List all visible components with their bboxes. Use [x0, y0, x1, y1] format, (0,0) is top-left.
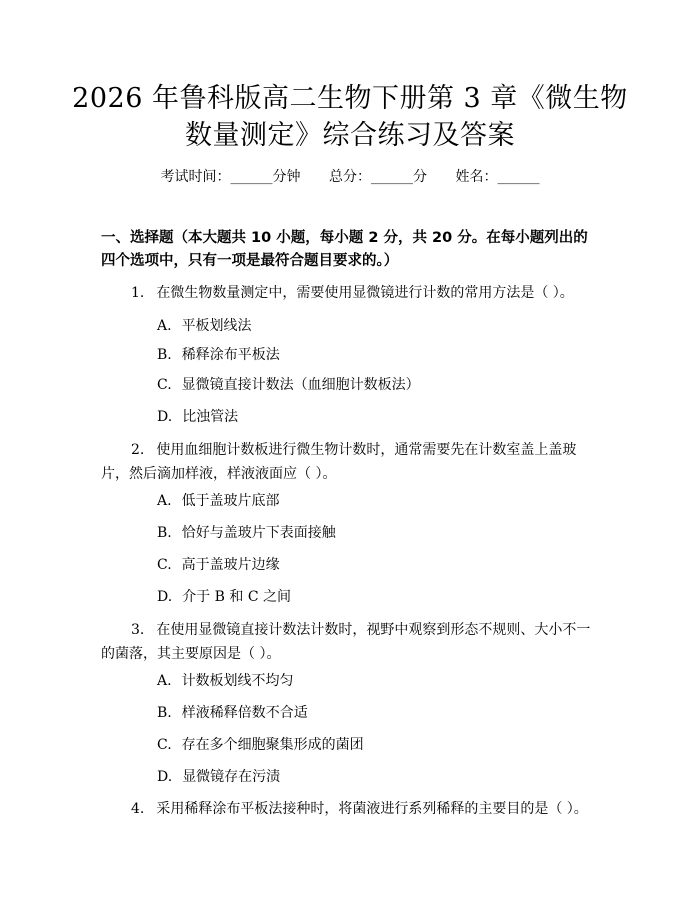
option-2d [157, 586, 597, 608]
option-text: 计数板划线不均匀 [181, 673, 294, 689]
question-text: 在微生物数量测定中，需要使用显微镜进行计数的常用方法是（ ）。 [156, 285, 574, 301]
option-letter: A. [157, 318, 172, 334]
option-text: 低于盖玻片底部 [181, 493, 280, 509]
question-text: 采用稀释涂布平板法接种时，将菌液进行系列稀释的主要目的是（ ）。 [156, 801, 588, 817]
option-text: 介于 B 和 C 之间 [182, 589, 291, 605]
question-4 [101, 797, 601, 821]
option-1b [157, 344, 597, 366]
option-letter: C. [157, 737, 172, 753]
option-text: 恰好与盖玻片下表面接触 [181, 525, 336, 541]
option-letter: D. [157, 409, 173, 425]
option-1d [157, 406, 597, 428]
option-1c [157, 374, 597, 396]
option-3c [157, 734, 597, 756]
page-title-line-2: 数量测定》综合练习及答案 [185, 120, 515, 151]
option-1a [157, 315, 597, 337]
option-letter: A. [157, 493, 172, 509]
option-text: 显微镜存在污渍 [182, 769, 281, 785]
option-2b [157, 522, 597, 544]
question-number: 4. [131, 801, 145, 817]
section-heading: 一、选择题（本大题共 10 小题，每小题 2 分，共 20 分。在每小题列出的四个选项中，只有一项是最符合题目要求的。） [101, 230, 588, 269]
question-text: 使用血细胞计数板进行微生物计数时，通常需要先在计数室盖上盖玻片，然后滴加样液，样液液面应（ ）。 [101, 442, 577, 482]
question-number: 2. [131, 442, 145, 458]
question-3 [101, 618, 601, 666]
option-3a [157, 670, 597, 692]
option-letter: D. [157, 769, 173, 785]
question-2 [101, 438, 601, 486]
total-score-field: 总分：______分 [329, 169, 427, 185]
option-text: 高于盖玻片边缘 [181, 557, 280, 573]
option-letter: A. [157, 673, 172, 689]
question-number: 1. [131, 285, 145, 301]
option-text: 平板划线法 [181, 318, 252, 334]
option-letter: C. [157, 377, 172, 393]
option-text: 样液稀释倍数不合适 [181, 705, 308, 721]
option-letter: D. [157, 589, 173, 605]
option-3b [157, 702, 597, 724]
option-text: 稀释涂布平板法 [181, 347, 280, 363]
exam-meta [0, 166, 700, 188]
option-text: 比浊管法 [182, 409, 239, 425]
option-letter: C. [157, 557, 172, 573]
option-letter: B. [157, 705, 172, 721]
question-1 [101, 281, 601, 305]
option-letter: B. [157, 525, 172, 541]
exam-time-field: 考试时间：______分钟 [160, 169, 301, 185]
option-text: 显微镜直接计数法（血细胞计数板法） [181, 377, 420, 393]
question-text: 在使用显微镜直接计数法计数时，视野中观察到形态不规则、大小不一的菌落，其主要原因是（ ）。 [101, 622, 591, 662]
option-text: 存在多个细胞聚集形成的菌团 [181, 737, 364, 753]
option-2a [157, 490, 597, 512]
option-3d [157, 766, 597, 788]
student-name-field: 姓名：______ [455, 169, 540, 185]
page-title-line-1: 2026 年鲁科版高二生物下册第 3 章《微生物 [72, 83, 628, 114]
question-number: 3. [131, 622, 145, 638]
option-letter: B. [157, 347, 172, 363]
option-2c [157, 554, 597, 576]
